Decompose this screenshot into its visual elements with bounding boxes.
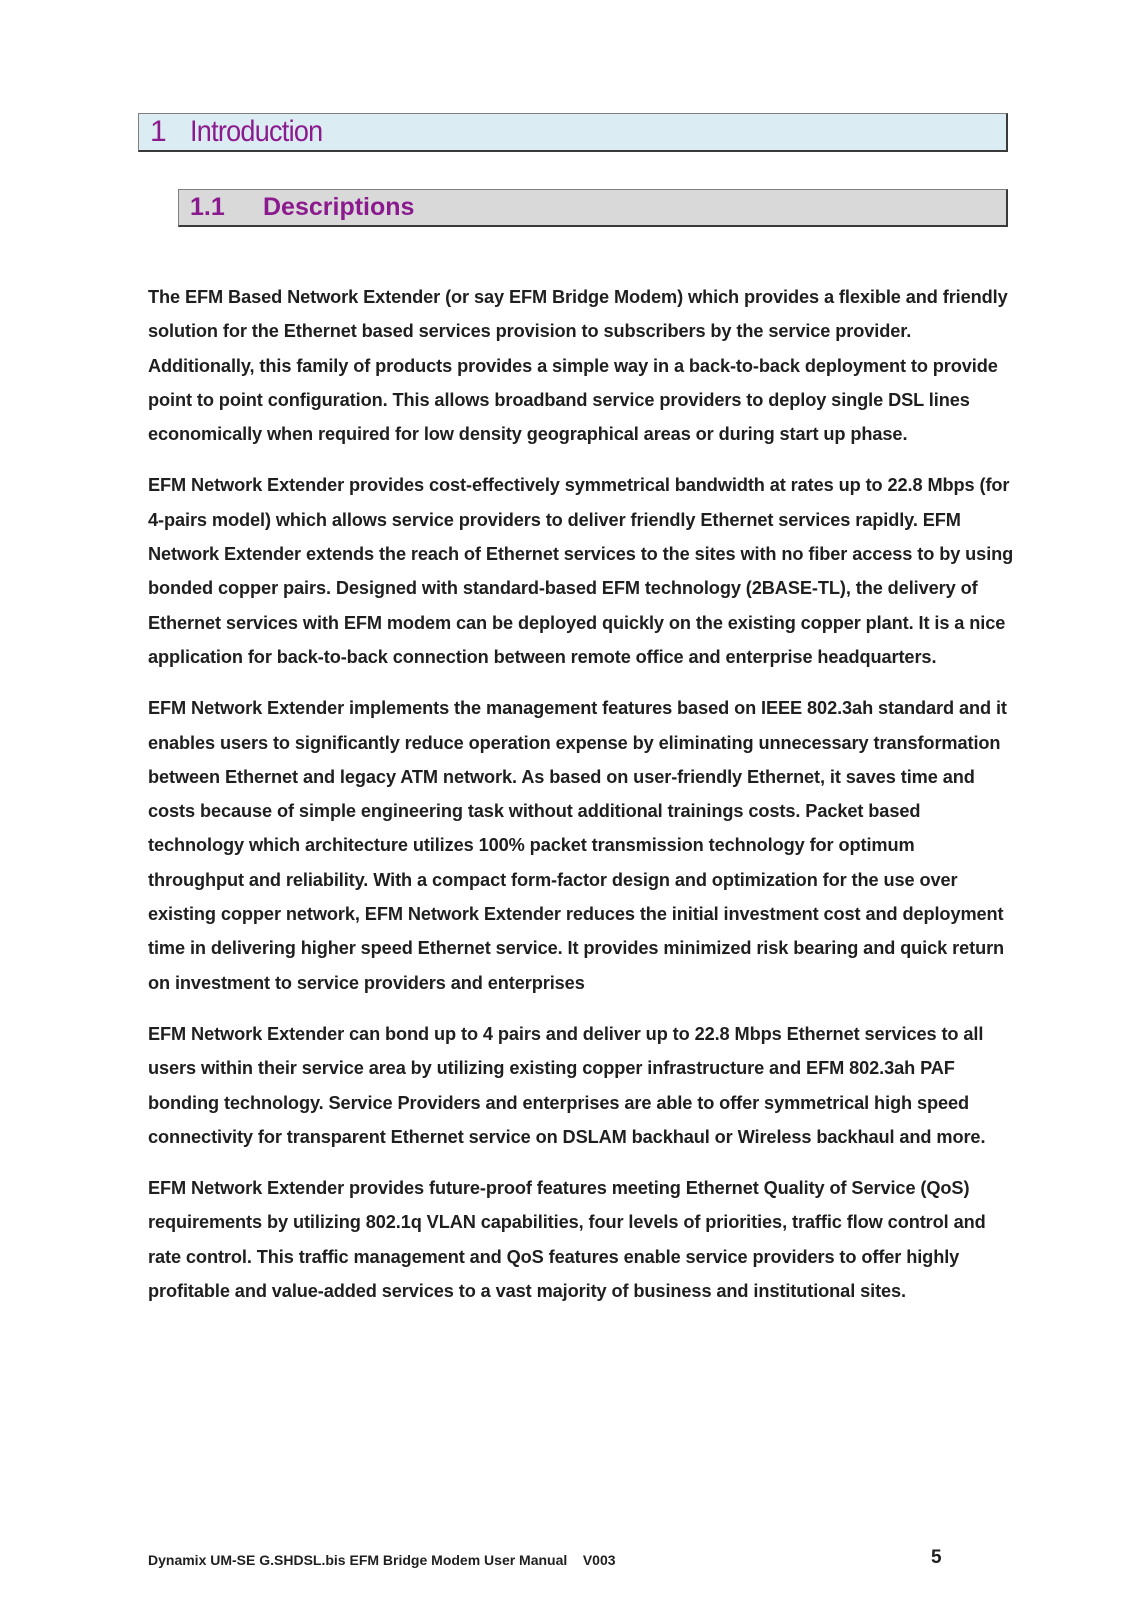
footer-manual-title: Dynamix UM-SE G.SHDSL.bis EFM Bridge Modem User Manual V003 — [148, 1552, 616, 1568]
body-text — [148, 280, 1014, 1325]
section-title: Introduction — [190, 115, 323, 148]
subsection-number: 1.1 — [190, 193, 225, 221]
paragraph: EFM Network Extender provides future-proof features meeting Ethernet Quality of Service (QoS) requirements by utilizing 802.1q VLAN capabilities, four levels of priorities, traffic flow control and rate control. This traffic management and QoS features enable service providers to offer highly profitable and value-added services to a vast majority of business and institutional sites. — [148, 1178, 986, 1302]
paragraph: EFM Network Extender implements the management features based on IEEE 802.3ah standard and it enables users to significantly reduce operation expense by eliminating unnecessary transformation between Ethernet and legacy ATM network. As based on user-friendly Ethernet, it saves time and costs because of simple engineering task without additional trainings costs. Packet based technology which architecture utilizes 100% packet transmission technology for optimum throughput and reliability. With a compact form-factor design and optimization for the use over existing copper network, EFM Network Extender reduces the initial investment cost and deployment time in delivering higher speed Ethernet service. It provides minimized risk bearing and quick return on investment to service providers and enterprises — [148, 698, 1007, 993]
section-number: 1 — [150, 115, 167, 148]
footer-page-number: 5 — [931, 1547, 942, 1568]
paragraph: EFM Network Extender can bond up to 4 pairs and deliver up to 22.8 Mbps Ethernet services to all users within their service area by utilizing existing copper infrastructure and EFM 802.3ah PAF bonding technology. Service Providers and enterprises are able to offer symmetrical high speed connectivity for transparent Ethernet service on DSLAM backhaul or Wireless backhaul and more. — [148, 1023, 986, 1147]
subsection-title: Descriptions — [263, 193, 415, 221]
subsection-heading — [178, 189, 1008, 227]
section-heading-1 — [138, 113, 1008, 152]
paragraph: EFM Network Extender provides cost-effectively symmetrical bandwidth at rates up to 22.8 Mbps (for 4-pairs model) which allows service providers to deliver friendly Ethernet services rapidly. EFM Network Extender extends the reach of Ethernet services to the sites with no fiber access to by using bonded copper pairs. Designed with standard-based EFM technology (2BASE-TL), the delivery of Ethernet services with EFM modem can be deployed quickly on the existing copper plant. It is a nice application for back-to-back connection between remote office and enterprise headquarters. — [148, 475, 1014, 667]
paragraph: The EFM Based Network Extender (or say EFM Bridge Modem) which provides a flexible and friendly solution for the Ethernet based services provision to subscribers by the service provider. Additionally, this family of products provides a simple way in a back-to-back deployment to provide point to point configuration. This allows broadband service providers to deploy single DSL lines economically when required for low density geographical areas or during start up phase. — [148, 287, 1008, 445]
